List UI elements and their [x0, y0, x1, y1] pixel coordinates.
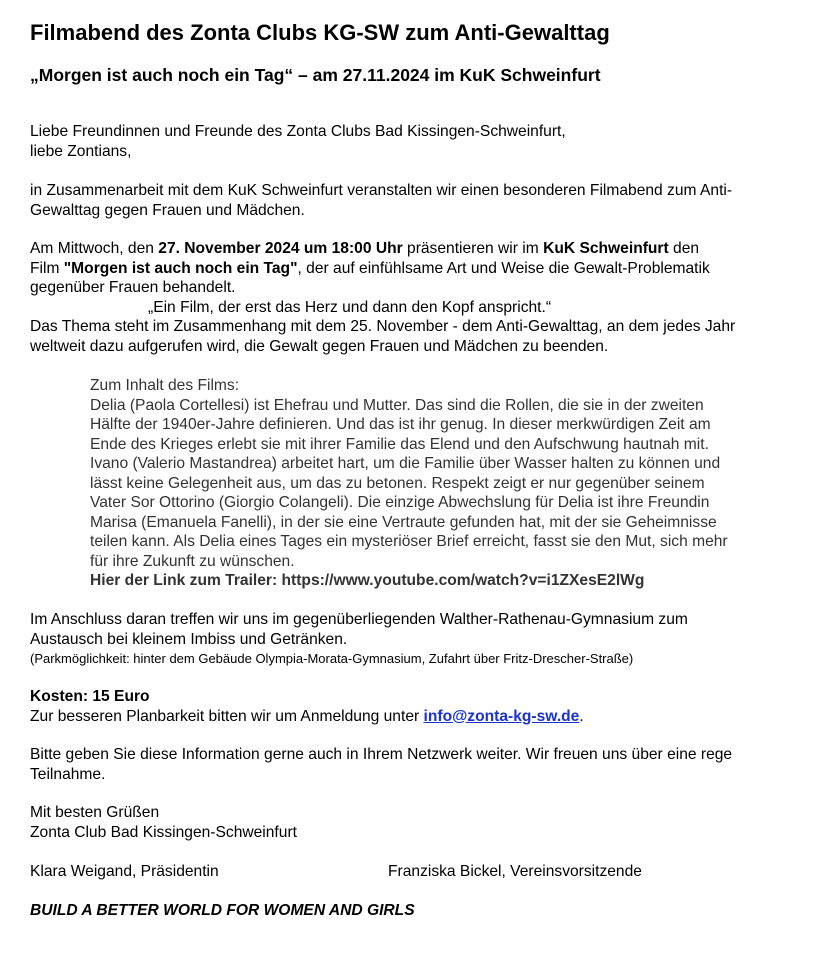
event-line-5: weltweit dazu aufgerufen wird, die Gewalt gegen Frauen und Mädchen zu beenden.: [30, 337, 609, 355]
synopsis-line: lässt keine Gelegenheit aus, um das zu betonen. Respekt zeigt er nur gegenüber seinem: [90, 474, 705, 492]
share-line-2: Teilnahme.: [30, 765, 106, 783]
intro-line-1: in Zusammenarbeit mit dem KuK Schweinfurt veranstalten wir einen besonderen Filmabend zum Anti-: [30, 182, 733, 199]
event-date-time: 27. November 2024 um 18:00 Uhr: [158, 240, 403, 257]
event-text: präsentieren wir im: [402, 240, 544, 257]
event-line-2: [30, 259, 735, 279]
cost-label: Kosten: 15 Euro: [30, 688, 150, 705]
event-text: Am Mittwoch, den: [30, 240, 159, 257]
after-line-2: Austausch bei kleinem Imbiss und Getränken.: [30, 630, 348, 648]
greeting-line-1: Liebe Freundinnen und Freunde des Zonta Clubs Bad Kissingen-Schweinfurt,: [30, 123, 566, 140]
closing-line-1: Mit besten Grüßen: [30, 804, 160, 821]
synopsis-heading: Zum Inhalt des Films:: [90, 377, 240, 394]
intro-line-2: Gewalttag gegen Frauen und Mädchen.: [30, 201, 305, 219]
synopsis-line: Hälfte der 1940er-Jahre definieren. Und das ist ihr genug. In dieser merkwürdigen Zeit am: [90, 416, 711, 433]
synopsis-line: Ivano (Valerio Mastandrea) arbeitet hart, um die Familie über Wasser halten zu können und: [90, 455, 721, 472]
registration-text: .: [579, 707, 584, 725]
parking-note: (Parkmöglichkeit: hinter dem Gebäude Olympia-Morata-Gymnasium, Zufahrt über Fritz-Drescher-Straße): [30, 651, 634, 666]
synopsis-line: Marisa (Emanuela Fanelli), in der sie eine Vertraute gefunden hat, mit der sie Geheimnisse: [90, 513, 717, 531]
event-text: Film: [30, 259, 64, 277]
signature-row: [30, 862, 810, 882]
after-line-1: Im Anschluss daran treffen wir uns im gegenüberliegenden Walther-Rathenau-Gymnasium zum: [30, 611, 688, 628]
registration-text: Zur besseren Planbarkeit bitten wir um Anmeldung unter: [30, 707, 424, 725]
share-paragraph: [30, 745, 732, 784]
share-line-1: Bitte geben Sie diese Information gerne auch in Ihrem Netzwerk weiter. Wir freuen uns über eine rege: [30, 746, 733, 763]
event-text: den: [668, 240, 700, 257]
closing-paragraph: [30, 803, 297, 842]
synopsis-block: [90, 376, 728, 591]
synopsis-line: Delia (Paola Cortellesi) ist Ehefrau und Mutter. Das sind die Rollen, die sie in der zweiten: [90, 396, 704, 414]
registration-line: [30, 707, 584, 727]
email-link[interactable]: info@zonta-kg-sw.de: [423, 707, 580, 725]
cost-paragraph: [30, 687, 584, 726]
signature-right: Franziska Bickel, Vereinsvorsitzende: [388, 863, 642, 880]
closing-line-2: Zonta Club Bad Kissingen-Schweinfurt: [30, 823, 297, 841]
synopsis-line: für ihre Zukunft zu wünschen.: [90, 552, 295, 570]
event-venue: KuK Schweinfurt: [543, 240, 669, 257]
event-paragraph: [30, 239, 735, 356]
after-event-paragraph: [30, 610, 688, 649]
motto: BUILD A BETTER WORLD FOR WOMEN AND GIRLS: [30, 902, 415, 919]
film-title: "Morgen ist auch noch ein Tag": [63, 259, 298, 277]
synopsis-line: Vater Sor Ottorino (Giorgio Colangeli). Die einzige Abwechslung für Delia ist ihre Freundin: [90, 494, 710, 511]
synopsis-line: teilen kann. Als Delia eines Tages ein mysteriöser Brief erreicht, fasst sie den Mut, sich mehr: [90, 533, 728, 550]
event-line-1: [30, 239, 735, 259]
synopsis-line: Ende des Krieges erlebt sie mit ihrer Familie das Elend und den Aufschwung hautnah mit.: [90, 435, 709, 453]
greeting-line-2: liebe Zontians,: [30, 142, 132, 160]
trailer-link-text: Hier der Link zum Trailer: https://www.youtube.com/watch?v=i1ZXesE2lWg: [90, 572, 645, 589]
document-subtitle: „Morgen ist auch noch ein Tag“ – am 27.11.2024 im KuK Schweinfurt: [30, 65, 601, 85]
event-line-3: gegenüber Frauen behandelt.: [30, 279, 236, 296]
greeting-paragraph: [30, 122, 566, 161]
film-quote: „Ein Film, der erst das Herz und dann den Kopf anspricht.“: [148, 298, 552, 316]
document-title: Filmabend des Zonta Clubs KG-SW zum Anti-Gewalttag: [30, 20, 610, 45]
intro-paragraph: [30, 181, 732, 220]
event-text: , der auf einfühlsame Art und Weise die Gewalt-Problematik: [297, 259, 710, 277]
event-line-4: Das Thema steht im Zusammenhang mit dem 25. November - dem Anti-Gewalttag, an dem jedes Jahr: [30, 318, 736, 335]
signature-left: Klara Weigand, Präsidentin: [30, 863, 219, 880]
